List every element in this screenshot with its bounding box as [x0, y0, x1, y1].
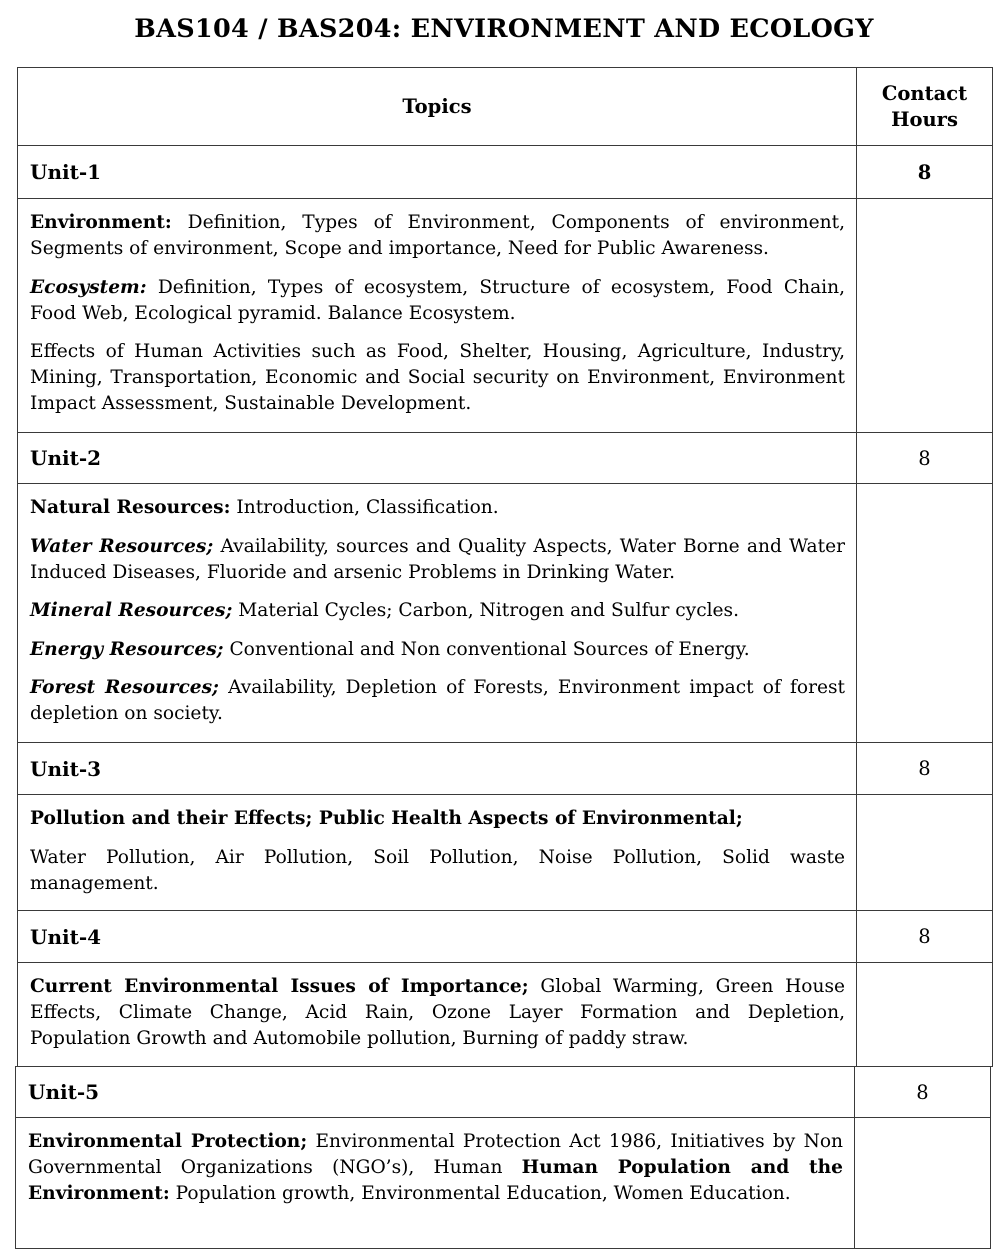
unit-hours: 8	[855, 1067, 991, 1118]
unit-title: Unit-4	[30, 924, 102, 949]
topic-paragraph	[30, 275, 845, 327]
unit-hours-empty-cell	[857, 963, 993, 1067]
unit-row	[18, 146, 993, 199]
topic-heading: Environment:	[30, 212, 172, 233]
topic-heading: Forest Resources;	[30, 677, 219, 698]
topic-heading: Water Resources;	[30, 535, 214, 557]
unit-hours-empty-cell	[855, 1118, 991, 1249]
topic-paragraph	[30, 598, 845, 624]
unit-hours: 8	[857, 743, 993, 795]
topic-heading: Energy Resources;	[30, 638, 224, 660]
topic-text: Introduction, Classification.	[230, 497, 499, 518]
unit-content-row	[18, 484, 993, 743]
unit-row	[18, 911, 993, 963]
unit-content	[16, 1118, 855, 1249]
contact-hours-header-line1: Contact	[881, 81, 968, 105]
topic-text: Effects of Human Activities such as Food, Shelter, Housing, Agriculture, Industry, Mining, Transportation, Economic and Social security on Environment, Environment Impact Assessment, Sustainable Development.	[30, 341, 845, 414]
topic-paragraph	[30, 210, 845, 262]
unit-title-cell	[18, 743, 857, 795]
topic-text: Population growth, Environmental Education, Women Education.	[169, 1183, 791, 1204]
unit-hours: 8	[857, 911, 993, 963]
topic-text: Conventional and Non conventional Sources of Energy.	[223, 638, 750, 660]
topic-paragraph	[30, 845, 845, 897]
topics-header: Topics	[18, 68, 857, 146]
syllabus-table-continued	[15, 1066, 991, 1249]
unit-hours-empty-cell	[857, 795, 993, 911]
topic-paragraph	[30, 534, 845, 586]
unit-hours-empty-cell	[857, 199, 993, 433]
topic-text: Material Cycles; Carbon, Nitrogen and Sulfur cycles.	[232, 600, 740, 621]
unit-title-cell	[18, 433, 857, 484]
unit-row	[18, 433, 993, 484]
page-title: BAS104 / BAS204: ENVIRONMENT AND ECOLOGY	[134, 14, 874, 44]
contact-hours-header-line2: Hours	[891, 107, 958, 131]
unit-row	[18, 743, 993, 795]
topic-text: Environmental Protection Act 1986, Initiatives by Non Governmental Organizations (NGO’s), Human	[28, 1131, 844, 1178]
topic-paragraph	[28, 1129, 843, 1207]
topic-heading: Pollution and their Effects; Public Health Aspects of Environmental;	[30, 808, 743, 829]
header-row	[18, 68, 993, 146]
topic-heading: Mineral Resources;	[30, 600, 233, 621]
topic-paragraph	[30, 637, 845, 663]
topic-text: Water Pollution, Air Pollution, Soil Pollution, Noise Pollution, Solid waste management.	[30, 846, 845, 894]
topic-paragraph	[30, 495, 845, 521]
topic-paragraph	[30, 339, 845, 417]
topic-text: Availability, sources and Quality Aspects, Water Borne and Water Induced Diseases, Fluoride and arsenic Problems in Drinking Water.	[30, 535, 845, 583]
unit-hours: 8	[857, 433, 993, 484]
unit-row	[16, 1067, 991, 1118]
topic-text: Definition, Types of Environment, Components of environment, Segments of environment, Scope and importance, Need for Public Awareness.	[30, 212, 845, 259]
contact-hours-header	[857, 68, 993, 146]
topic-paragraph	[30, 806, 845, 832]
unit-hours: 8	[857, 146, 993, 199]
topic-heading: Natural Resources:	[30, 497, 231, 518]
unit-title: Unit-3	[30, 756, 102, 781]
unit-title: Unit-1	[30, 160, 102, 184]
unit-content-row	[16, 1118, 991, 1249]
syllabus-table	[17, 67, 993, 1067]
unit-title-cell	[18, 911, 857, 963]
topic-text: Global Warming, Green House Effects, Climate Change, Acid Rain, Ozone Layer Formation and Depletion, Population Growth and Automobile pollution, Burning of paddy straw.	[30, 976, 845, 1049]
unit-content	[18, 484, 857, 743]
unit-content-row	[18, 795, 993, 911]
topic-text: Availability, Depletion of Forests, Environment impact of forest depletion on society.	[30, 677, 845, 724]
topic-paragraph	[30, 675, 845, 727]
topic-heading: Ecosystem:	[30, 276, 147, 298]
unit-title-cell	[18, 146, 857, 199]
topic-paragraph	[30, 974, 845, 1052]
topic-heading: Environmental Protection;	[28, 1131, 308, 1152]
topic-heading: Current Environmental Issues of Importance;	[30, 976, 529, 997]
topic-text: Definition, Types of ecosystem, Structure of ecosystem, Food Chain, Food Web, Ecological pyramid. Balance Ecosystem.	[30, 276, 845, 324]
unit-content-row	[18, 963, 993, 1067]
unit-title: Unit-2	[30, 446, 102, 470]
unit-hours-empty-cell	[857, 484, 993, 743]
unit-title: Unit-5	[28, 1080, 100, 1104]
unit-content	[18, 795, 857, 911]
unit-content-row	[18, 199, 993, 433]
topic-heading: Human Population and the Environment:	[28, 1157, 843, 1204]
unit-content	[18, 963, 857, 1067]
unit-title-cell	[16, 1067, 855, 1118]
unit-content	[18, 199, 857, 433]
